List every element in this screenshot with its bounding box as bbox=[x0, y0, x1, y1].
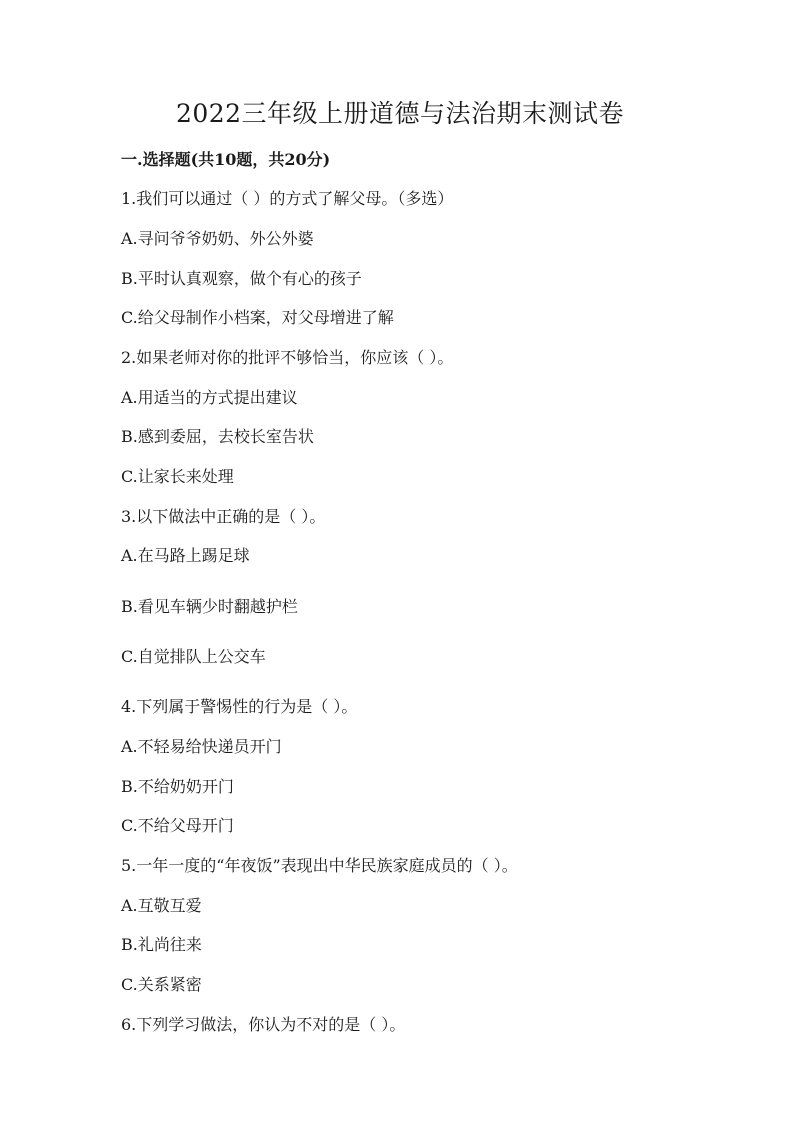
question-stem-4: 4.下列属于警惕性的行为是（ ）。 bbox=[121, 697, 358, 716]
question-5-option-b: B.礼尚往来 bbox=[121, 935, 202, 954]
question-4-option-a: A.不轻易给快递员开门 bbox=[121, 737, 282, 756]
question-4-option-b: B.不给奶奶开门 bbox=[121, 777, 234, 796]
question-1-option-c: C.给父母制作小档案，对父母增进了解 bbox=[121, 308, 394, 327]
question-2-option-b: B.感到委屈，去校长室告状 bbox=[121, 427, 314, 446]
question-3-option-a: A.在马路上踢足球 bbox=[121, 546, 250, 565]
question-3-option-c: C.自觉排队上公交车 bbox=[121, 647, 266, 666]
question-2-option-a: A.用适当的方式提出建议 bbox=[121, 388, 298, 407]
question-3-option-b: B.看见车辆少时翻越护栏 bbox=[121, 597, 298, 616]
question-stem-1: 1.我们可以通过（ ）的方式了解父母。（多选） bbox=[121, 189, 454, 208]
question-stem-5: 5.一年一度的“年夜饭”表现出中华民族家庭成员的（ ）。 bbox=[121, 856, 518, 875]
question-stem-3: 3.以下做法中正确的是（ ）。 bbox=[121, 507, 326, 526]
question-5-option-a: A.互敬互爱 bbox=[121, 896, 202, 915]
question-1-option-b: B.平时认真观察，做个有心的孩子 bbox=[121, 269, 362, 288]
question-stem-6: 6.下列学习做法，你认为不对的是（ ）。 bbox=[121, 1015, 406, 1034]
page-title: 2022三年级上册道德与法治期末测试卷 bbox=[175, 99, 625, 128]
question-1-option-a: A.寻问爷爷奶奶、外公外婆 bbox=[121, 229, 314, 248]
section-heading: 一.选择题(共10题，共20分) bbox=[121, 150, 331, 169]
question-stem-2: 2.如果老师对你的批评不够恰当，你应该（ ）。 bbox=[121, 348, 454, 367]
question-4-option-c: C.不给父母开门 bbox=[121, 816, 234, 835]
question-2-option-c: C.让家长来处理 bbox=[121, 467, 234, 486]
question-5-option-c: C.关系紧密 bbox=[121, 975, 202, 994]
